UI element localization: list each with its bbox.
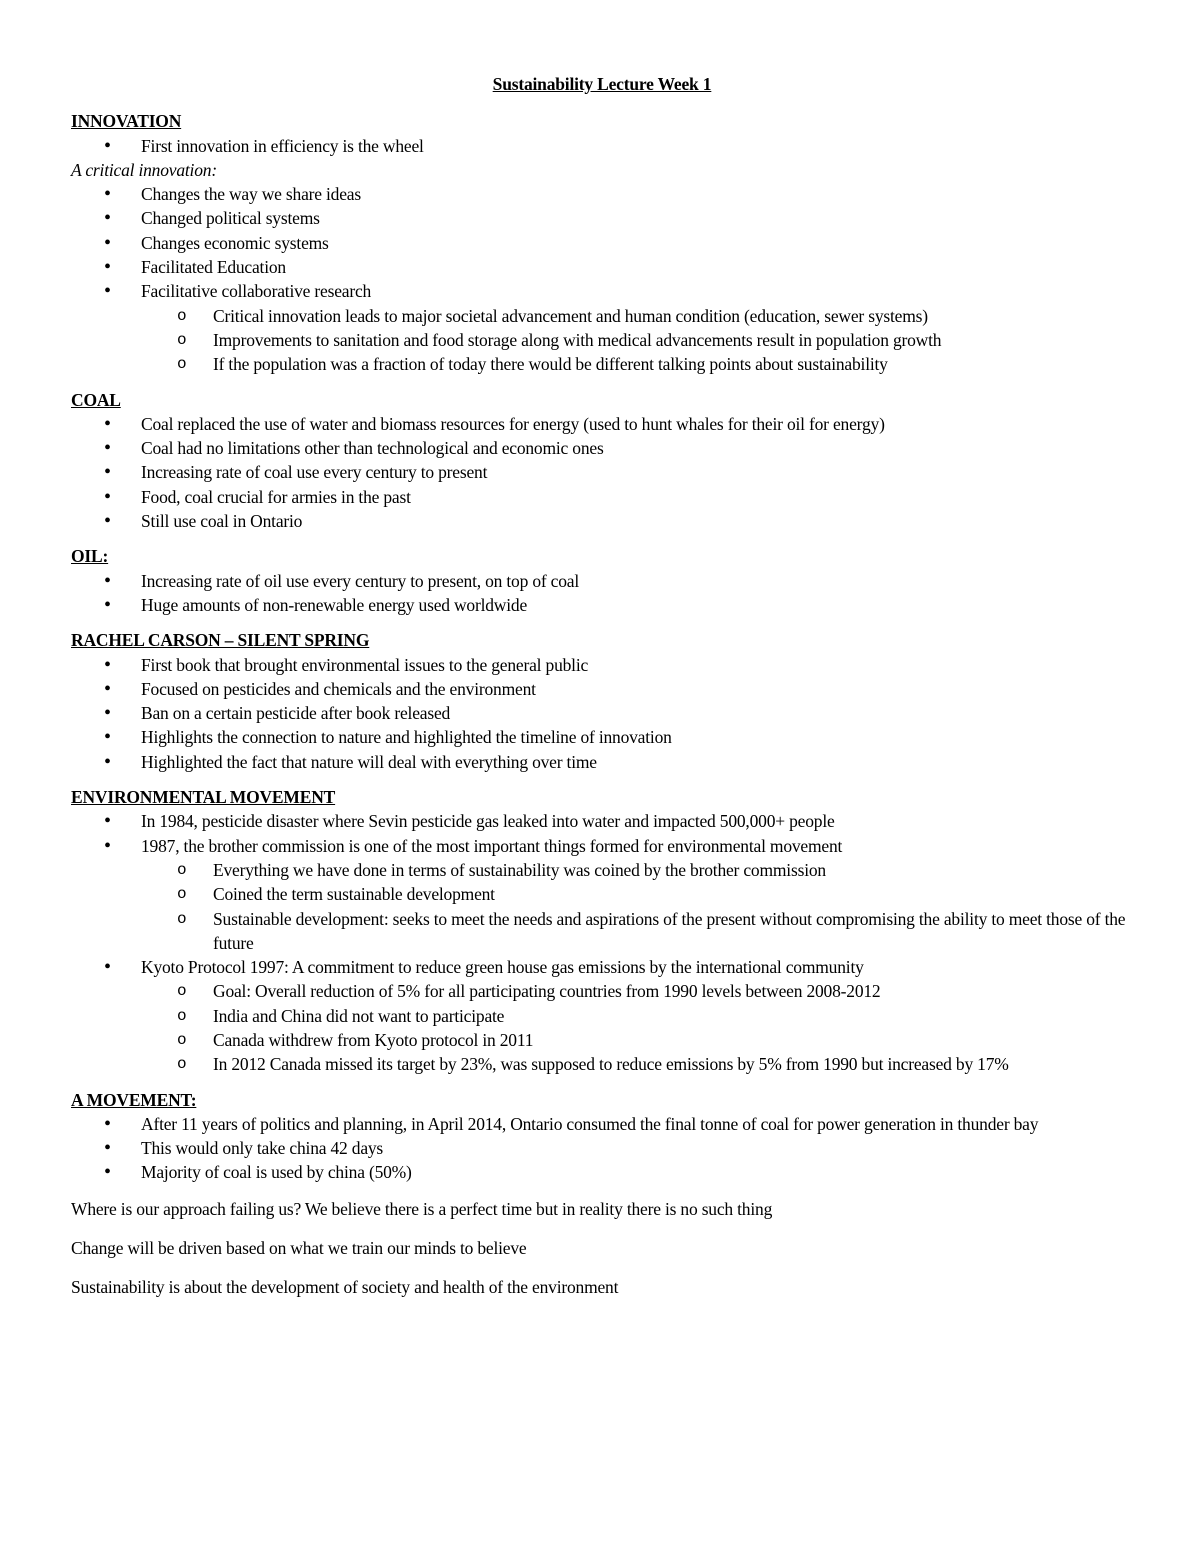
bullet-text: Increasing rate of coal use every century to present xyxy=(141,462,488,483)
sub-bullet-item: o Sustainable development: seeks to meet the needs and aspirations of the present without compromising the ability to meet those of the future xyxy=(143,907,1133,956)
bullet-text: 1987, the brother commission is one of the most important things formed for environmental movement xyxy=(141,835,843,856)
bullet-list xyxy=(71,412,1133,533)
bullet-text: Changes the way we share ideas xyxy=(141,184,361,205)
bullet-text: Highlighted the fact that nature will deal with everything over time xyxy=(141,751,597,772)
section-heading: ENVIRONMENTAL MOVEMENT xyxy=(71,787,336,808)
bullet-text: First book that brought environmental issues to the general public xyxy=(141,654,589,675)
bullet-text: Facilitated Education xyxy=(141,257,286,278)
closing-paragraphs xyxy=(71,1197,1133,1300)
closing-paragraph: Change will be driven based on what we train our minds to believe xyxy=(71,1238,527,1259)
bullet-item xyxy=(71,750,1133,774)
section-heading: A MOVEMENT: xyxy=(71,1089,197,1110)
bullet-text: After 11 years of politics and planning, in April 2014, Ontario consumed the final tonne of coal for power generation in thunder bay xyxy=(141,1113,1039,1134)
bullet-item xyxy=(71,593,1133,617)
bullet-item xyxy=(71,255,1133,279)
bullet-text: Facilitative collaborative research xyxy=(141,281,372,302)
document-body xyxy=(71,72,1133,1300)
sub-bullet-item: o In 2012 Canada missed its target by 23%, was supposed to reduce emissions by 5% from 1990 but increased by 17% xyxy=(143,1052,1133,1076)
bullet-text: Changed political systems xyxy=(141,208,320,229)
section-heading: OIL: xyxy=(71,546,109,567)
sub-bullet-list xyxy=(71,979,1133,1076)
sub-bullet-item: o Goal: Overall reduction of 5% for all participating countries from 1990 levels between 2008-2012 xyxy=(143,979,1133,1003)
bullet-item xyxy=(71,231,1133,255)
section xyxy=(71,785,1133,1077)
sub-bullet-item: o Improvements to sanitation and food storage along with medical advancements result in population growth xyxy=(143,328,1133,352)
bullet-item xyxy=(71,955,1133,1076)
bullet-list xyxy=(71,809,1133,1076)
section xyxy=(71,628,1133,774)
bullet-list xyxy=(71,182,1133,376)
bullet-item xyxy=(71,1136,1133,1160)
bullet-text: This would only take china 42 days xyxy=(141,1138,384,1159)
bullet-text: Changes economic systems xyxy=(141,232,329,253)
sub-bullet-item: o Everything we have done in terms of sustainability was coined by the brother commission xyxy=(143,858,1133,882)
bullet-item xyxy=(71,485,1133,509)
section-heading: COAL xyxy=(71,389,121,410)
bullet-text: Huge amounts of non-renewable energy used worldwide xyxy=(141,594,528,615)
sub-bullet-item: o India and China did not want to participate xyxy=(143,1004,1133,1028)
section xyxy=(71,1088,1133,1185)
bullet-item xyxy=(71,412,1133,436)
closing-paragraph: Where is our approach failing us? We believe there is a perfect time but in reality there is no such thing xyxy=(71,1198,773,1219)
bullet-item xyxy=(71,182,1133,206)
sub-bullet-item: o If the population was a fraction of today there would be different talking points about sustainability xyxy=(143,352,1133,376)
sections-container xyxy=(71,109,1133,1184)
bullet-text: Coal had no limitations other than technological and economic ones xyxy=(141,438,604,459)
bullet-item xyxy=(71,809,1133,833)
bullet-item xyxy=(71,725,1133,749)
bullet-item xyxy=(71,1112,1133,1136)
sub-bullet-item: o Canada withdrew from Kyoto protocol in 2011 xyxy=(143,1028,1133,1052)
bullet-item xyxy=(71,436,1133,460)
bullet-text: In 1984, pesticide disaster where Sevin pesticide gas leaked into water and impacted 500,000+ people xyxy=(141,811,835,832)
closing-paragraph: Sustainability is about the development of society and health of the environment xyxy=(71,1277,619,1298)
bullet-text: First innovation in efficiency is the wheel xyxy=(141,135,424,156)
bullet-text: Majority of coal is used by china (50%) xyxy=(141,1162,412,1183)
bullet-text: Food, coal crucial for armies in the past xyxy=(141,486,411,507)
bullet-item xyxy=(71,834,1133,955)
sub-bullet-list xyxy=(71,304,1133,377)
bullet-text: Focused on pesticides and chemicals and the environment xyxy=(141,678,536,699)
group-intro: A critical innovation: xyxy=(71,159,217,180)
bullet-item xyxy=(71,1160,1133,1184)
bullet-text: Increasing rate of oil use every century to present, on top of coal xyxy=(141,570,580,591)
section-heading: RACHEL CARSON – SILENT SPRING xyxy=(71,630,370,651)
bullet-item xyxy=(71,653,1133,677)
section xyxy=(71,544,1133,617)
bullet-item xyxy=(71,460,1133,484)
bullet-text: Coal replaced the use of water and biomass resources for energy (used to hunt whales for their oil for energy) xyxy=(141,413,885,434)
bullet-list xyxy=(71,1112,1133,1185)
bullet-item xyxy=(71,677,1133,701)
section xyxy=(71,388,1133,534)
bullet-text: Highlights the connection to nature and highlighted the timeline of innovation xyxy=(141,727,672,748)
bullet-item xyxy=(71,206,1133,230)
bullet-list xyxy=(71,569,1133,618)
section-heading: INNOVATION xyxy=(71,111,182,132)
bullet-list xyxy=(71,134,1133,158)
bullet-item xyxy=(71,569,1133,593)
bullet-text: Still use coal in Ontario xyxy=(141,511,303,532)
bullet-item xyxy=(71,134,1133,158)
bullet-text: Kyoto Protocol 1997: A commitment to reduce green house gas emissions by the international community xyxy=(141,957,864,978)
section xyxy=(71,109,1133,376)
bullet-list xyxy=(71,653,1133,774)
sub-bullet-item: o Critical innovation leads to major societal advancement and human condition (education, sewer systems) xyxy=(143,304,1133,328)
sub-bullet-item: o Coined the term sustainable development xyxy=(143,882,1133,906)
bullet-text: Ban on a certain pesticide after book released xyxy=(141,703,451,724)
bullet-item xyxy=(71,509,1133,533)
document-title: Sustainability Lecture Week 1 xyxy=(492,74,712,94)
sub-bullet-list xyxy=(71,858,1133,955)
bullet-item xyxy=(71,279,1133,376)
bullet-item xyxy=(71,701,1133,725)
